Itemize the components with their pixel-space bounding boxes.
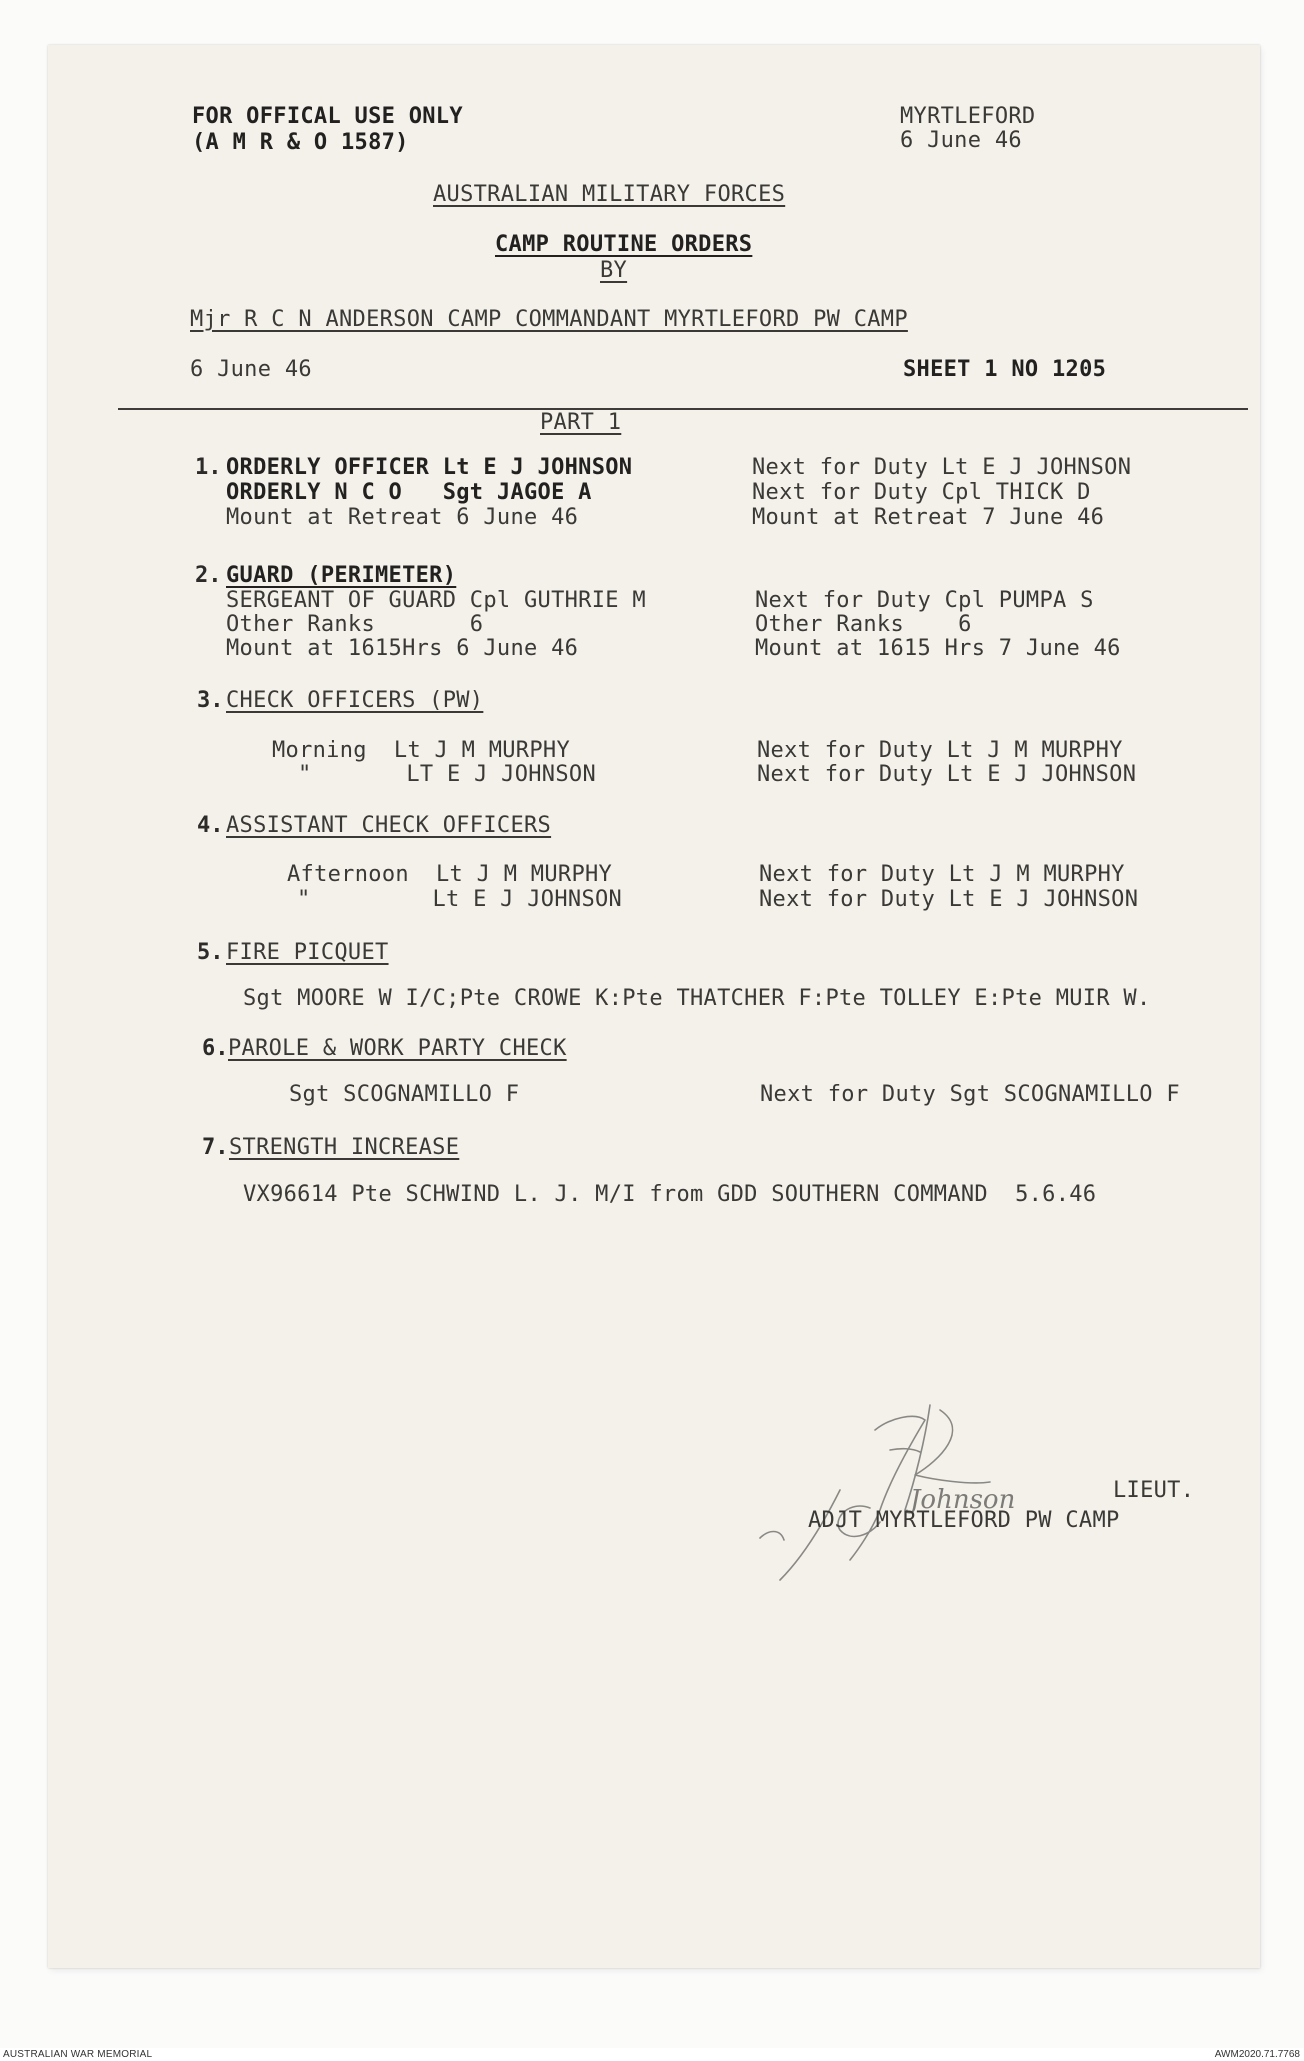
reference-line: (A M R & O 1587) [192, 130, 409, 155]
organisation-title: AUSTRALIAN MILITARY FORCES [433, 182, 786, 207]
item-number: 3. [197, 688, 224, 713]
item-4-left-line-1: Afternoon Lt J M MURPHY [287, 862, 613, 887]
item-4-left-line-2: " Lt E J JOHNSON [297, 887, 623, 912]
item-5-heading: FIRE PICQUET [226, 940, 389, 965]
item-2-left-line-1: SERGEANT OF GUARD Cpl GUTHRIE M [226, 588, 646, 613]
document-title: CAMP ROUTINE ORDERS [495, 232, 753, 257]
signature-handwriting: Johnson [910, 1485, 1016, 1515]
item-1-left-line-3: Mount at Retreat 6 June 46 [226, 505, 579, 530]
item-4-right-line-2: Next for Duty Lt E J JOHNSON [759, 887, 1139, 912]
item-2-heading: GUARD (PERIMETER) [226, 563, 457, 588]
item-3-left-line-1: Morning Lt J M MURPHY [272, 738, 570, 763]
order-date: 6 June 46 [190, 357, 312, 382]
item-6-left: Sgt SCOGNAMILLO F [289, 1082, 520, 1107]
item-number: 2. [195, 563, 222, 588]
item-1-left-line-1: ORDERLY OFFICER Lt E J JOHNSON [226, 455, 633, 480]
item-1-right-line-3: Mount at Retreat 7 June 46 [752, 505, 1105, 530]
handwritten-signature [740, 1390, 1060, 1590]
item-2-left-line-3: Mount at 1615Hrs 6 June 46 [226, 636, 579, 661]
item-number: 5. [197, 940, 224, 965]
place: MYRTLEFORD [900, 104, 1036, 129]
item-2-right-line-3: Mount at 1615 Hrs 7 June 46 [755, 636, 1121, 661]
item-6-right: Next for Duty Sgt SCOGNAMILLO F [760, 1082, 1180, 1107]
item-number: 6. [202, 1036, 229, 1061]
item-number: 4. [197, 813, 224, 838]
item-7-heading: STRENGTH INCREASE [229, 1135, 460, 1160]
item-4-right-line-1: Next for Duty Lt J M MURPHY [759, 862, 1125, 887]
item-5-line: Sgt MOORE W I/C;Pte CROWE K:Pte THATCHER F:Pte TOLLEY E:Pte MUIR W. [243, 986, 1151, 1011]
part-heading: PART 1 [540, 410, 622, 435]
item-6-heading: PAROLE & WORK PARTY CHECK [228, 1036, 567, 1061]
header-rule [118, 408, 1248, 410]
signatory-appointment: ADJT MYRTLEFORD PW CAMP [808, 1508, 1120, 1533]
item-2-right-line-2: Other Ranks 6 [755, 612, 972, 637]
item-2-right-line-1: Next for Duty Cpl PUMPA S [755, 588, 1094, 613]
item-3-right-line-2: Next for Duty Lt E J JOHNSON [757, 762, 1137, 787]
item-3-left-line-2: " LT E J JOHNSON [298, 762, 596, 787]
item-number: 7. [202, 1135, 229, 1160]
footer-accession-number: AWM2020.71.7768 [1214, 2049, 1300, 2060]
item-4-heading: ASSISTANT CHECK OFFICERS [226, 813, 552, 838]
restriction-line: FOR OFFICAL USE ONLY [192, 104, 463, 129]
item-1-left-line-2: ORDERLY N C O Sgt JAGOE A [226, 480, 592, 505]
item-3-right-line-1: Next for Duty Lt J M MURPHY [757, 738, 1123, 763]
item-number: 1. [195, 455, 222, 480]
footer-institution: AUSTRALIAN WAR MEMORIAL [3, 2049, 153, 2060]
item-2-left-line-2: Other Ranks 6 [226, 612, 484, 637]
item-7-line: VX96614 Pte SCHWIND L. J. M/I from GDD SOUTHERN COMMAND 5.6.46 [243, 1182, 1097, 1207]
header-date: 6 June 46 [900, 128, 1022, 153]
sheet-number: SHEET 1 NO 1205 [903, 357, 1107, 382]
by-line: BY [600, 258, 628, 283]
item-1-right-line-2: Next for Duty Cpl THICK D [752, 480, 1091, 505]
item-1-right-line-1: Next for Duty Lt E J JOHNSON [752, 455, 1132, 480]
issuer-line: Mjr R C N ANDERSON CAMP COMMANDANT MYRTLEFORD PW CAMP [190, 307, 908, 332]
signatory-rank: LIEUT. [1113, 1478, 1195, 1503]
item-3-heading: CHECK OFFICERS (PW) [226, 688, 484, 713]
